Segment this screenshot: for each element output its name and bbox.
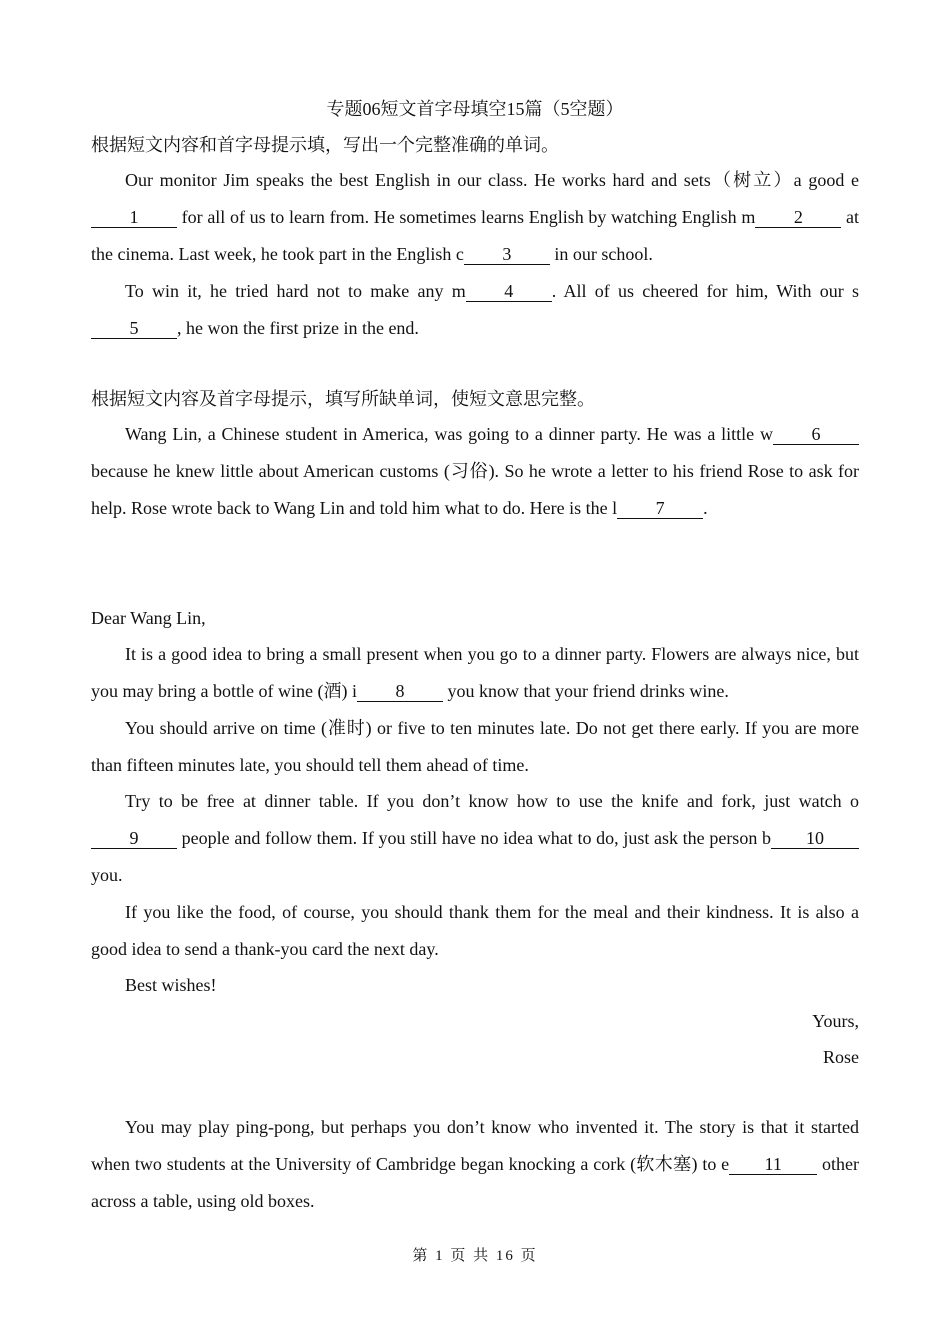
answer-blank-2: 2 xyxy=(755,207,841,228)
answer-blank-8: 8 xyxy=(357,681,443,702)
answer-blank-9: 9 xyxy=(91,828,177,849)
page-title: 专题06短文首字母填空15篇（5空题） xyxy=(326,99,624,119)
answer-blank-6: 6 xyxy=(773,424,859,445)
letter-paragraph-2: You should arrive on time (准时) or five to ten minutes late. Do not get there early. If you are more than fifteen minutes late, you should tell them ahead of time. xyxy=(91,718,859,775)
answer-blank-4: 4 xyxy=(466,281,552,302)
letter-paragraph-1: It is a good idea to bring a small present when you go to a dinner party. Flowers are always nice, but you may bring a bottle of wine (酒) i 8 you know that your friend drinks wine. xyxy=(91,644,859,701)
letter-paragraph-3: Try to be free at dinner table. If you don’t know how to use the knife and fork, just watch o9 people and follow them. If you still have no idea what to do, just ask the person b 10 you. xyxy=(91,791,859,885)
section2-instruction: 根据短文内容及首字母提示，填写所缺单词，使短文意思完整。 xyxy=(91,389,595,410)
letter-greeting: Dear Wang Lin, xyxy=(91,608,206,628)
answer-blank-3: 3 xyxy=(464,244,550,265)
page-footer: 第 1 页 共 16 页 xyxy=(412,1248,538,1264)
section2-paragraph-1: Wang Lin, a Chinese student in America, was going to a dinner party. He was a little w 6 because he knew little about American customs (习俗). So he wrote a letter to his friend Rose to ask for help. Rose wrote back to Wang Lin and told him what to do. Here is the l 7 . xyxy=(91,424,859,518)
answer-blank-5: 5 xyxy=(91,318,177,339)
letter-sign-name: Rose xyxy=(823,1047,859,1067)
answer-blank-7: 7 xyxy=(617,498,703,519)
section3-paragraph-1: You may play ping-pong, but perhaps you don’t know who invented it. The story is that it started when two students at the University of Cambridge began knocking a cork (软木塞) to e 11 other across a table, using old boxes. xyxy=(91,1117,860,1211)
answer-blank-11: 11 xyxy=(729,1154,817,1175)
answer-blank-10: 10 xyxy=(771,828,859,849)
section1-paragraph-2: To win it, he tried hard not to make any m 4 . All of us cheered for him, With our s5 , he won the first prize in the end. xyxy=(91,273,859,347)
answer-blank-1: 1 xyxy=(91,207,177,228)
letter-closing: Best wishes! xyxy=(125,975,217,995)
letter-sign-yours: Yours, xyxy=(812,1011,859,1031)
section1-paragraph-1: Our monitor Jim speaks the best English in our class. He works hard and sets（树立）a good e1 for all of us to learn from. He sometimes learns English by watching English m 2 at the cinema. Last week, he took part in the English c 3 in our school. xyxy=(91,170,859,264)
letter-paragraph-4: If you like the food, of course, you should thank them for the meal and their kindness. It is also a good idea to send a thank-you card the next day. xyxy=(91,902,859,959)
section1-instruction: 根据短文内容和首字母提示填，写出一个完整准确的单词。 xyxy=(91,135,559,156)
